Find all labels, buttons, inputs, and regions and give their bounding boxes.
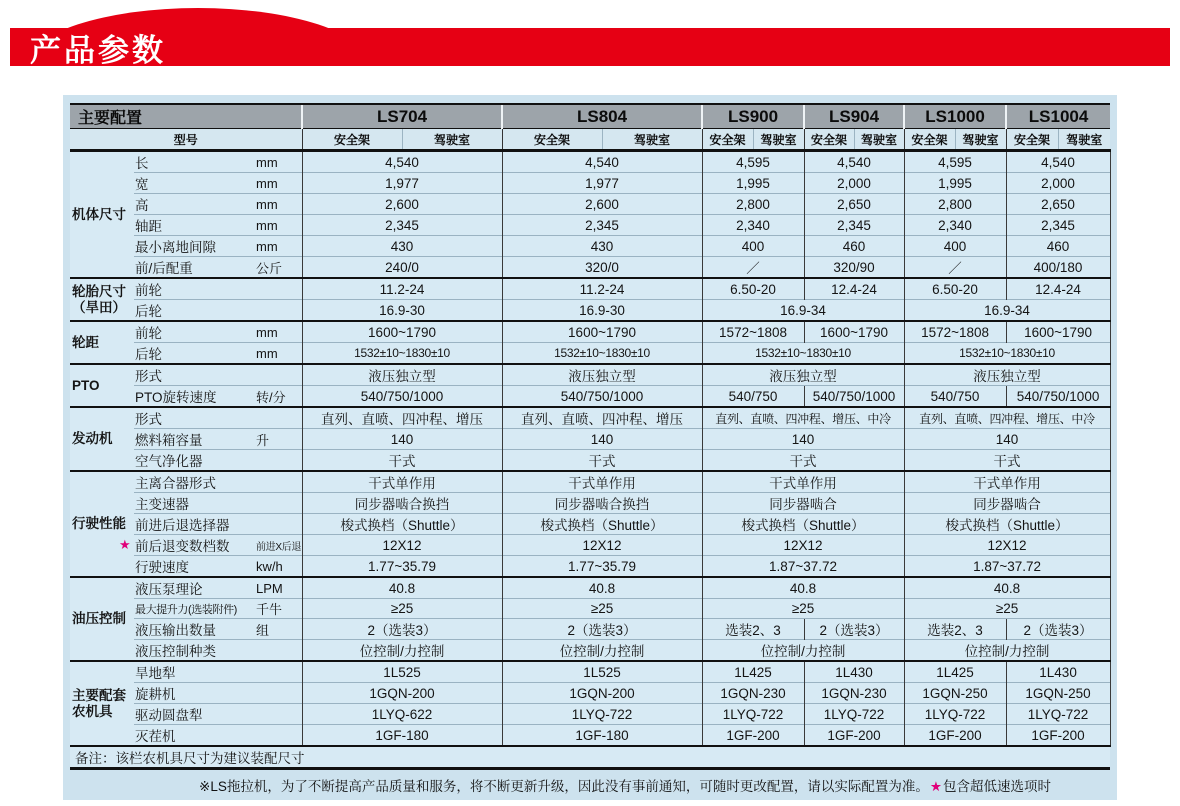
table-row [70, 577, 1110, 599]
star-icon: ★ [119, 537, 131, 552]
spec-value: 1GF-200 [904, 725, 1006, 747]
spec-value: 1.87~37.72 [702, 556, 904, 578]
spec-value: 540/750 [702, 386, 804, 408]
model-header-LS1000: LS1000 [904, 104, 1006, 129]
spec-value: 直列、直喷、四冲程、增压 [502, 407, 702, 429]
unit-label: 升 [252, 429, 302, 450]
model-header-LS900: LS900 [702, 104, 804, 129]
spec-value: 干式 [904, 450, 1110, 472]
spec-value: 梭式换档（Shuttle） [702, 514, 904, 535]
spec-value: 液压独立型 [702, 364, 904, 386]
spec-value: 1532±10~1830±10 [702, 343, 904, 365]
spec-value: 同步器啮合 [702, 493, 904, 514]
table-row [70, 683, 1110, 704]
param-label: 液压控制种类 [134, 640, 252, 662]
table-row [70, 599, 1110, 619]
unit-label [252, 725, 302, 747]
header-row-type [70, 129, 1110, 151]
spec-value: 1GQN-200 [502, 683, 702, 704]
spec-value: 1.87~37.72 [904, 556, 1110, 578]
spec-value: 液压独立型 [904, 364, 1110, 386]
spec-value: 4,540 [502, 151, 702, 173]
spec-value: 12X12 [302, 535, 502, 556]
table-row [70, 493, 1110, 514]
model-header-LS904: LS904 [804, 104, 904, 129]
spec-value: 干式 [502, 450, 702, 472]
table-row [70, 556, 1110, 578]
remark-row [70, 746, 1110, 769]
spec-value: 梭式换档（Shuttle） [302, 514, 502, 535]
section-label: 油压控制 [70, 577, 134, 661]
spec-value: 540/750/1000 [804, 386, 904, 408]
table-row [70, 450, 1110, 472]
spec-value: 干式 [302, 450, 502, 472]
remark-text: 备注：该栏农机具尺寸为建议装配尺寸 [70, 746, 1110, 769]
spec-value: 2,340 [904, 215, 1006, 236]
unit-label: mm [252, 151, 302, 173]
param-label: 旋耕机 [134, 683, 252, 704]
spec-value: 直列、直喷、四冲程、增压 [302, 407, 502, 429]
param-label: 灭茬机 [134, 725, 252, 747]
param-label: 空气净化器 [134, 450, 252, 472]
param-label: 前轮 [134, 321, 252, 343]
model-header-LS704: LS704 [302, 104, 502, 129]
spec-value: 1600~1790 [502, 321, 702, 343]
spec-value: 1600~1790 [1006, 321, 1110, 343]
spec-value: 2,345 [1006, 215, 1110, 236]
spec-value: 12X12 [502, 535, 702, 556]
spec-value: 2,345 [302, 215, 502, 236]
unit-label [252, 640, 302, 662]
spec-value: 1GQN-230 [702, 683, 804, 704]
table-row [70, 364, 1110, 386]
unit-label [252, 364, 302, 386]
unit-label [252, 514, 302, 535]
param-label: 高 [134, 194, 252, 215]
section-label: 行驶性能 [70, 471, 134, 577]
unit-label [252, 407, 302, 429]
sub-header-cab: 驾驶室 [1058, 129, 1110, 151]
unit-label: mm [252, 236, 302, 257]
spec-value: 2,000 [1006, 173, 1110, 194]
table-row [70, 215, 1110, 236]
star-icon: ★ [929, 779, 942, 794]
param-label: 轴距 [134, 215, 252, 236]
section-label: PTO [70, 364, 134, 407]
param-label: 驱动圆盘犁 [134, 704, 252, 725]
spec-value: 2（选装3） [804, 619, 904, 640]
model-header-LS804: LS804 [502, 104, 702, 129]
spec-panel [63, 95, 1117, 800]
table-row [70, 321, 1110, 343]
table-row [70, 151, 1110, 173]
spec-value: 梭式换档（Shuttle） [502, 514, 702, 535]
spec-value: 干式单作用 [702, 471, 904, 493]
spec-value: 干式单作用 [904, 471, 1110, 493]
param-label: PTO旋转速度 [134, 386, 252, 408]
spec-value: 1600~1790 [302, 321, 502, 343]
spec-value: 4,540 [1006, 151, 1110, 173]
model-header-LS1004: LS1004 [1006, 104, 1110, 129]
spec-value: 40.8 [302, 577, 502, 599]
table-head [70, 104, 1110, 151]
spec-value: 1,995 [904, 173, 1006, 194]
model-label: 型号 [70, 129, 302, 151]
table-row [70, 429, 1110, 450]
spec-value: 位控制/力控制 [502, 640, 702, 662]
spec-value: 位控制/力控制 [702, 640, 904, 662]
unit-label [252, 704, 302, 725]
spec-value: 1LYQ-722 [502, 704, 702, 725]
table-row [70, 704, 1110, 725]
spec-value: 2,600 [502, 194, 702, 215]
sub-header-rops: 安全架 [502, 129, 602, 151]
spec-value: 同步器啮合换挡 [302, 493, 502, 514]
param-label: 形式 [134, 407, 252, 429]
spec-value: 12.4-24 [1006, 278, 1110, 300]
table-row [70, 407, 1110, 429]
spec-value: 2,000 [804, 173, 904, 194]
spec-value: 540/750/1000 [502, 386, 702, 408]
unit-label [252, 471, 302, 493]
unit-label [252, 493, 302, 514]
spec-value: 6.50-20 [702, 278, 804, 300]
sub-header-cab: 驾驶室 [602, 129, 702, 151]
spec-value: 430 [302, 236, 502, 257]
unit-label: mm [252, 215, 302, 236]
spec-value: 6.50-20 [904, 278, 1006, 300]
section-label: 轮距 [70, 321, 134, 364]
param-label: 宽 [134, 173, 252, 194]
spec-value: 140 [302, 429, 502, 450]
spec-value: 430 [502, 236, 702, 257]
param-label: 旱地犁 [134, 661, 252, 683]
spec-value: 1GQN-230 [804, 683, 904, 704]
sub-header-rops: 安全架 [302, 129, 402, 151]
spec-value: 2,600 [302, 194, 502, 215]
spec-value: 1L525 [302, 661, 502, 683]
section-label: 轮胎尺寸 （旱田） [70, 278, 134, 321]
sub-header-cab: 驾驶室 [753, 129, 804, 151]
table-row [70, 514, 1110, 535]
sub-header-cab: 驾驶室 [955, 129, 1006, 151]
spec-value: 4,540 [302, 151, 502, 173]
spec-value: 1LYQ-722 [702, 704, 804, 725]
spec-value: 540/750/1000 [302, 386, 502, 408]
spec-value: 同步器啮合换挡 [502, 493, 702, 514]
spec-value: 11.2-24 [302, 278, 502, 300]
unit-label: 公斤 [252, 257, 302, 279]
spec-value: 直列、直喷、四冲程、增压、中冷 [904, 407, 1110, 429]
spec-value: ≥25 [904, 599, 1110, 619]
spec-value: ≥25 [302, 599, 502, 619]
table-row [70, 640, 1110, 662]
spec-value: 1,995 [702, 173, 804, 194]
spec-value: 2,340 [702, 215, 804, 236]
section-label: 发动机 [70, 407, 134, 471]
table-row [70, 278, 1110, 300]
section-label: 机体尺寸 [70, 151, 134, 279]
table-row [70, 619, 1110, 640]
unit-label: mm [252, 343, 302, 365]
table-row [70, 343, 1110, 365]
spec-value: 1.77~35.79 [302, 556, 502, 578]
param-label: 行驶速度 [134, 556, 252, 578]
spec-value: 40.8 [702, 577, 904, 599]
spec-value: 2,650 [804, 194, 904, 215]
spec-value: 11.2-24 [502, 278, 702, 300]
spec-value: 40.8 [904, 577, 1110, 599]
unit-label: mm [252, 321, 302, 343]
spec-value: 2（选装3） [502, 619, 702, 640]
spec-value: 460 [1006, 236, 1110, 257]
spec-value: 梭式换档（Shuttle） [904, 514, 1110, 535]
spec-value: 540/750 [904, 386, 1006, 408]
spec-value: 400 [904, 236, 1006, 257]
table-row [70, 257, 1110, 279]
spec-value: 1600~1790 [804, 321, 904, 343]
spec-value: ≥25 [502, 599, 702, 619]
footnote [63, 775, 1117, 795]
param-label: 后轮 [134, 300, 252, 322]
table-row [70, 300, 1110, 322]
spec-value: 1532±10~1830±10 [904, 343, 1110, 365]
unit-label [252, 450, 302, 472]
spec-value: 1L525 [502, 661, 702, 683]
spec-value: 320/0 [502, 257, 702, 279]
unit-label [252, 661, 302, 683]
spec-value: 1GQN-200 [302, 683, 502, 704]
param-label: 主变速器 [134, 493, 252, 514]
spec-value: 460 [804, 236, 904, 257]
spec-value: 400 [702, 236, 804, 257]
spec-value: 12.4-24 [804, 278, 904, 300]
spec-value: 140 [502, 429, 702, 450]
param-label: ★ 前后退变数档数 [134, 535, 252, 556]
sub-header-cab: 驾驶室 [402, 129, 502, 151]
sub-header-rops: 安全架 [702, 129, 753, 151]
spec-value: 1L430 [804, 661, 904, 683]
unit-label [252, 300, 302, 322]
spec-value: 位控制/力控制 [904, 640, 1110, 662]
spec-value: 选装2、3 [904, 619, 1006, 640]
spec-value: 12X12 [702, 535, 904, 556]
spec-value: 1GF-180 [302, 725, 502, 747]
param-label: 液压输出数量 [134, 619, 252, 640]
sub-header-cab: 驾驶室 [854, 129, 904, 151]
spec-value: 4,540 [804, 151, 904, 173]
param-label: 前轮 [134, 278, 252, 300]
spec-value: 干式单作用 [302, 471, 502, 493]
spec-value: 1LYQ-622 [302, 704, 502, 725]
spec-value: 2（选装3） [1006, 619, 1110, 640]
param-label: 最小离地间隙 [134, 236, 252, 257]
banner-bar [10, 28, 1170, 66]
spec-value: 16.9-34 [904, 300, 1110, 322]
table-body [70, 151, 1110, 769]
spec-value: 1GQN-250 [904, 683, 1006, 704]
spec-value: ／ [904, 257, 1006, 279]
spec-value: 1L430 [1006, 661, 1110, 683]
table-row [70, 236, 1110, 257]
spec-value: 2,345 [804, 215, 904, 236]
unit-label: LPM [252, 577, 302, 599]
spec-value: 1LYQ-722 [904, 704, 1006, 725]
spec-value: 16.9-34 [702, 300, 904, 322]
param-label: 液压泵理论 [134, 577, 252, 599]
spec-value: 1,977 [502, 173, 702, 194]
spec-value: 4,595 [702, 151, 804, 173]
spec-value: 直列、直喷、四冲程、增压、中冷 [702, 407, 904, 429]
spec-value: 140 [702, 429, 904, 450]
spec-value: 1GF-180 [502, 725, 702, 747]
table-row [70, 471, 1110, 493]
spec-value: 1GQN-250 [1006, 683, 1110, 704]
header-row-main [70, 104, 1110, 129]
param-label: 主离合器形式 [134, 471, 252, 493]
spec-value: 1LYQ-722 [1006, 704, 1110, 725]
unit-label: mm [252, 173, 302, 194]
spec-value: 选装2、3 [702, 619, 804, 640]
spec-value: 同步器啮合 [904, 493, 1110, 514]
unit-label: 千牛 [252, 599, 302, 619]
spec-value: 1,977 [302, 173, 502, 194]
spec-value: 400/180 [1006, 257, 1110, 279]
footnote-star-text: 包含超低速选项时 [942, 779, 1051, 794]
sub-header-rops: 安全架 [1006, 129, 1058, 151]
table-row [70, 194, 1110, 215]
spec-value: 位控制/力控制 [302, 640, 502, 662]
spec-value: 320/90 [804, 257, 904, 279]
unit-label: 前进X后退 [252, 535, 302, 556]
footnote-text: ※LS拖拉机，为了不断提高产品质量和服务，将不断更新升级，因此没有事前通知，可随时更改配置，请以实际配置为准。 [199, 779, 929, 794]
spec-value: 2,650 [1006, 194, 1110, 215]
unit-label: 转/分 [252, 386, 302, 408]
table-row [70, 725, 1110, 747]
spec-value: 16.9-30 [302, 300, 502, 322]
spec-value: 40.8 [502, 577, 702, 599]
spec-value: 1GF-200 [1006, 725, 1110, 747]
param-label: 前/后配重 [134, 257, 252, 279]
table-row [70, 535, 1110, 556]
table-row [70, 386, 1110, 408]
spec-table [70, 103, 1111, 770]
spec-value: 2（选装3） [302, 619, 502, 640]
unit-label: mm [252, 194, 302, 215]
param-label: 形式 [134, 364, 252, 386]
spec-value: 1532±10~1830±10 [302, 343, 502, 365]
spec-value: 1532±10~1830±10 [502, 343, 702, 365]
unit-label: 组 [252, 619, 302, 640]
corner-label: 主要配置 [70, 104, 302, 129]
spec-value: 240/0 [302, 257, 502, 279]
spec-value: 1GF-200 [702, 725, 804, 747]
spec-value: 540/750/1000 [1006, 386, 1110, 408]
spec-value: 4,595 [904, 151, 1006, 173]
spec-value: 1572~1808 [904, 321, 1006, 343]
spec-value: 干式 [702, 450, 904, 472]
param-label: 燃料箱容量 [134, 429, 252, 450]
unit-label: kw/h [252, 556, 302, 578]
spec-value: 1L425 [904, 661, 1006, 683]
param-label: 长 [134, 151, 252, 173]
spec-value: ／ [702, 257, 804, 279]
spec-value: 1572~1808 [702, 321, 804, 343]
table-row [70, 661, 1110, 683]
spec-value: 液压独立型 [502, 364, 702, 386]
spec-value: 2,800 [904, 194, 1006, 215]
spec-value: 干式单作用 [502, 471, 702, 493]
spec-value: 1GF-200 [804, 725, 904, 747]
page-title: 产品参数 [30, 33, 166, 68]
spec-value: 2,345 [502, 215, 702, 236]
spec-value: ≥25 [702, 599, 904, 619]
sub-header-rops: 安全架 [904, 129, 955, 151]
param-label: 后轮 [134, 343, 252, 365]
spec-value: 16.9-30 [502, 300, 702, 322]
spec-value: 1LYQ-722 [804, 704, 904, 725]
spec-value: 1L425 [702, 661, 804, 683]
sub-header-rops: 安全架 [804, 129, 854, 151]
table-row [70, 173, 1110, 194]
unit-label [252, 683, 302, 704]
spec-value: 液压独立型 [302, 364, 502, 386]
param-label: 最大提升力(选装附件) [134, 599, 252, 619]
spec-value: 1.77~35.79 [502, 556, 702, 578]
spec-value: 140 [904, 429, 1110, 450]
spec-value: 2,800 [702, 194, 804, 215]
param-label: 前进后退选择器 [134, 514, 252, 535]
section-label: 主要配套 农机具 [70, 661, 134, 746]
spec-value: 12X12 [904, 535, 1110, 556]
unit-label [252, 278, 302, 300]
